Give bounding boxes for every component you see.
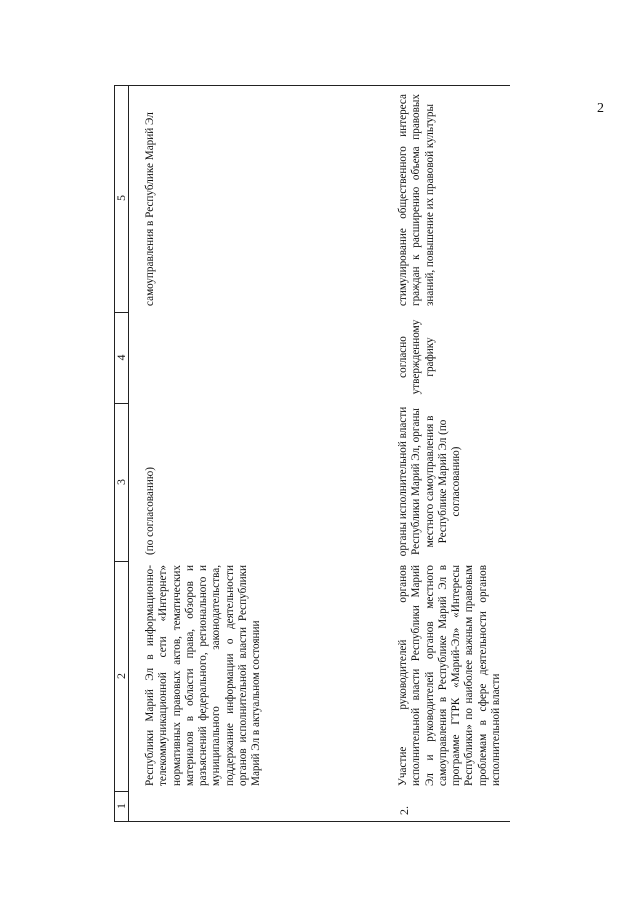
row2-executor: органы исполнительной власти Республики Марий Эл, органы местного самоуправления в Республике Марий Эл (по согласованию) — [397, 406, 463, 557]
table-header-row — [115, 86, 129, 821]
plan-table — [114, 85, 510, 822]
header-col-3: 3 — [114, 479, 128, 485]
column-divider — [115, 561, 128, 562]
header-col-5: 5 — [114, 195, 128, 201]
row2-term: согласно утвержденному графику — [397, 319, 436, 395]
column-divider — [115, 791, 128, 792]
row2-number: 2. — [397, 806, 411, 815]
header-col-4: 4 — [114, 354, 128, 361]
row1-executor: (по согласованию) — [144, 467, 156, 555]
row2-result: стимулирование общественного интереса граждан к расширению объема правовых знаний, повышение их правовой культуры — [397, 94, 436, 306]
row1-activity: Республики Марий Эл в информационно-телекоммуникационной сети «Интернет» нормативных правовых актов, тематических материалов в области права, обзоров и разъяснений федерального, регионального и муниципального законодательства, поддержание информации о деятельности органов исполнительной власти Республики Марий Эл в актуальном состоянии — [144, 565, 263, 786]
header-col-2: 2 — [114, 673, 128, 679]
page-number: 2 — [597, 101, 604, 116]
row2-activity: Участие руководителей органов исполнительной власти Республики Марий Эл и руководителей органов местного самоуправления в Республике Марий Эл в программе ГТРК «Марий-Эл» «Интересы Республики» по наиболее важным правовым проблемам в сфере деятельности органов исполнительной власти — [397, 565, 503, 786]
header-col-1: 1 — [114, 803, 128, 809]
row1-result: самоуправления в Республике Марий Эл — [144, 112, 156, 306]
column-divider — [115, 312, 128, 313]
column-divider — [115, 403, 128, 404]
